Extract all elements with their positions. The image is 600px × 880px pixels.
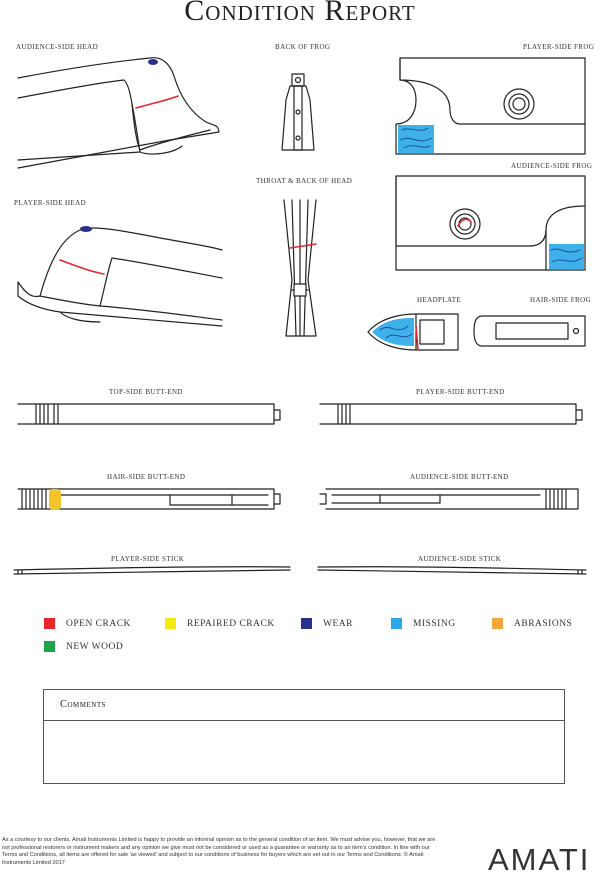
disclaimer-text: As a courtesy to our clients, Amati Instruments Limited is happy to provide an informal opinion as to the general condition of an item. We must advise you, however, that we are not professional restorers or instrument makers and any opinion we give must not be considered or used as a guarantee or warranty as to an item's condition. In line with our Terms and Conditions, all items are offered for sale 'as viewed' and subject to our conditions of business for buyers which are set out in our Terms and Conditions. © Amati Instruments Limited 2017 — [2, 837, 436, 866]
legend-label: NEW WOOD — [66, 641, 124, 652]
legend-open-crack — [44, 618, 131, 629]
audience-side-head-drawing — [18, 58, 219, 168]
top-side-butt-end-drawing — [18, 404, 280, 424]
label-hair-side-frog: HAIR-SIDE FROG — [530, 296, 592, 304]
legend-swatch — [44, 618, 55, 629]
audience-side-butt-end-drawing — [320, 489, 578, 509]
label-throat-back-of-head: THROAT & BACK OF HEAD — [256, 177, 353, 185]
legend-missing — [391, 618, 456, 629]
comments-area[interactable] — [44, 721, 564, 783]
label-hair-side-butt-end: HAIR-SIDE BUTT-END — [107, 473, 186, 481]
legend-new-wood — [44, 641, 123, 652]
label-top-side-butt-end: TOP-SIDE BUTT-END — [109, 388, 183, 396]
label-player-side-butt-end: PLAYER-SIDE BUTT-END — [416, 388, 505, 396]
legend-swatch — [492, 618, 503, 629]
legend-wear — [301, 618, 353, 629]
label-audience-side-butt-end: AUDIENCE-SIDE BUTT-END — [410, 473, 509, 481]
legend-label: OPEN CRACK — [66, 618, 131, 629]
label-back-of-frog: BACK OF FROG — [275, 43, 331, 51]
label-audience-side-stick: AUDIENCE-SIDE STICK — [418, 555, 502, 563]
label-audience-side-head: AUDIENCE-SIDE HEAD — [16, 43, 99, 51]
player-side-stick-drawing — [14, 567, 290, 574]
comments-box — [43, 689, 565, 784]
legend-label: WEAR — [323, 618, 353, 629]
legend-repaired-crack — [165, 618, 275, 629]
legend-label: MISSING — [413, 618, 456, 629]
legend-swatch — [391, 618, 402, 629]
player-side-head-drawing — [18, 228, 222, 326]
label-player-side-head: PLAYER-SIDE HEAD — [14, 199, 87, 207]
label-headplate: HEADPLATE — [417, 296, 462, 304]
audience-side-stick-drawing — [318, 567, 586, 574]
comments-heading: Comments — [44, 690, 564, 721]
legend-swatch — [165, 618, 176, 629]
throat-back-of-head-drawing — [284, 200, 316, 336]
legend-label: ABRASIONS — [514, 618, 573, 629]
page-title: Condition Report — [184, 0, 416, 27]
back-of-frog-drawing — [282, 74, 314, 150]
legend-swatch — [301, 618, 312, 629]
legend-abrasions — [492, 618, 572, 629]
player-side-butt-end-drawing — [320, 404, 582, 424]
label-audience-side-frog: AUDIENCE-SIDE FROG — [511, 162, 593, 170]
legend-swatch — [44, 641, 55, 652]
amati-logo: AMATI — [488, 842, 591, 877]
label-player-side-stick: PLAYER-SIDE STICK — [111, 555, 185, 563]
label-player-side-frog: PLAYER-SIDE FROG — [523, 43, 595, 51]
legend-label: REPAIRED CRACK — [187, 618, 275, 629]
hair-side-frog-drawing — [474, 316, 585, 346]
